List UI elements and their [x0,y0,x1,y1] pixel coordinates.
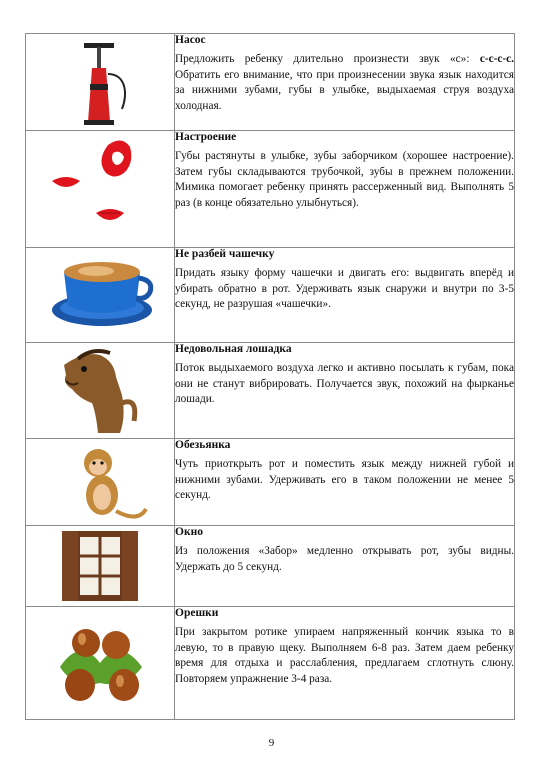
exercise-row [26,607,515,720]
exercise-text-cell [175,526,515,607]
exercise-description: При закрытом ротике упираем напряженный кончик языка то в левую, то в правую щеку. Выполняем 6-8 раз. Затем даем ребенку время для отдыха и расслабления, предлагаем сглотнуть слюну. Повторяем упражнение 3-4 раза. [175,626,514,685]
exercise-image-cell [26,439,175,526]
exercise-title: Орешки [175,607,219,619]
exercise-title: Обезьянка [175,439,231,451]
exercise-description: Чуть приоткрыть рот и поместить язык между нижней губой и нижними зубами. Удерживать его в таком положении не менее 5 секунд. [175,458,514,502]
exercise-title: Не разбей чашечку [175,248,275,260]
exercise-text-cell [175,248,515,343]
exercise-title: Недовольная лошадка [175,343,292,355]
exercise-row [26,131,515,248]
exercise-description: Предложить ребенку длительно произнести звук «с»: с-с-с-с. Обратить его внимание, что при произнесении звука язык находится за нижними зубами, губы в улыбке, выдыхаемая струя воздуха холодная. [175,53,514,112]
exercise-text-cell [175,131,515,248]
exercise-image-cell [26,34,175,131]
exercise-text-cell [175,34,515,131]
exercise-text-cell [175,343,515,439]
pump-icon [26,34,174,131]
exercise-row [26,34,515,131]
exercise-description: Поток выдыхаемого воздуха легко и активно посылать к губам, пока они не станут вибрировать. Получается звук, похожий на фырканье лошади. [175,362,514,406]
exercise-image-cell [26,526,175,607]
exercise-description: Губы растянуты в улыбке, зубы заборчиком (хорошее настроение). Затем губы складываются трубочкой, зубы в прежнем положении. Мимика помогает ребенку принять рассерженный вид. Выполнять 5 раз (в конце обязательно улыбнуться). [175,150,514,209]
exercise-image-cell [26,607,175,720]
exercise-row [26,439,515,526]
exercise-image-cell [26,131,175,248]
window-icon [26,526,174,607]
hazelnuts-icon [26,607,174,720]
exercise-description: Из положения «Забор» медленно открывать рот, зубы видны. Удержать до 5 секунд. [175,545,514,573]
exercise-text-cell [175,439,515,526]
exercise-row [26,248,515,343]
cup-icon [26,248,174,343]
exercise-text-cell [175,607,515,720]
exercise-description: Придать языку форму чашечки и двигать его: выдвигать вперёд и убирать обратно в рот. Удерживать язык снаружи и внутри по 3-5 секунд, не разрушая «чашечки». [175,267,514,311]
exercise-image-cell [26,248,175,343]
exercise-title: Окно [175,526,203,538]
exercise-row [26,343,515,439]
monkey-icon [26,439,174,526]
horse-icon [26,343,174,439]
exercise-title: Насос [175,34,206,46]
exercise-title: Настроение [175,131,237,143]
exercises-table [25,33,515,720]
exercise-image-cell [26,343,175,439]
exercise-row [26,526,515,607]
lips-icon [26,131,174,248]
page-number: 9 [268,737,275,749]
